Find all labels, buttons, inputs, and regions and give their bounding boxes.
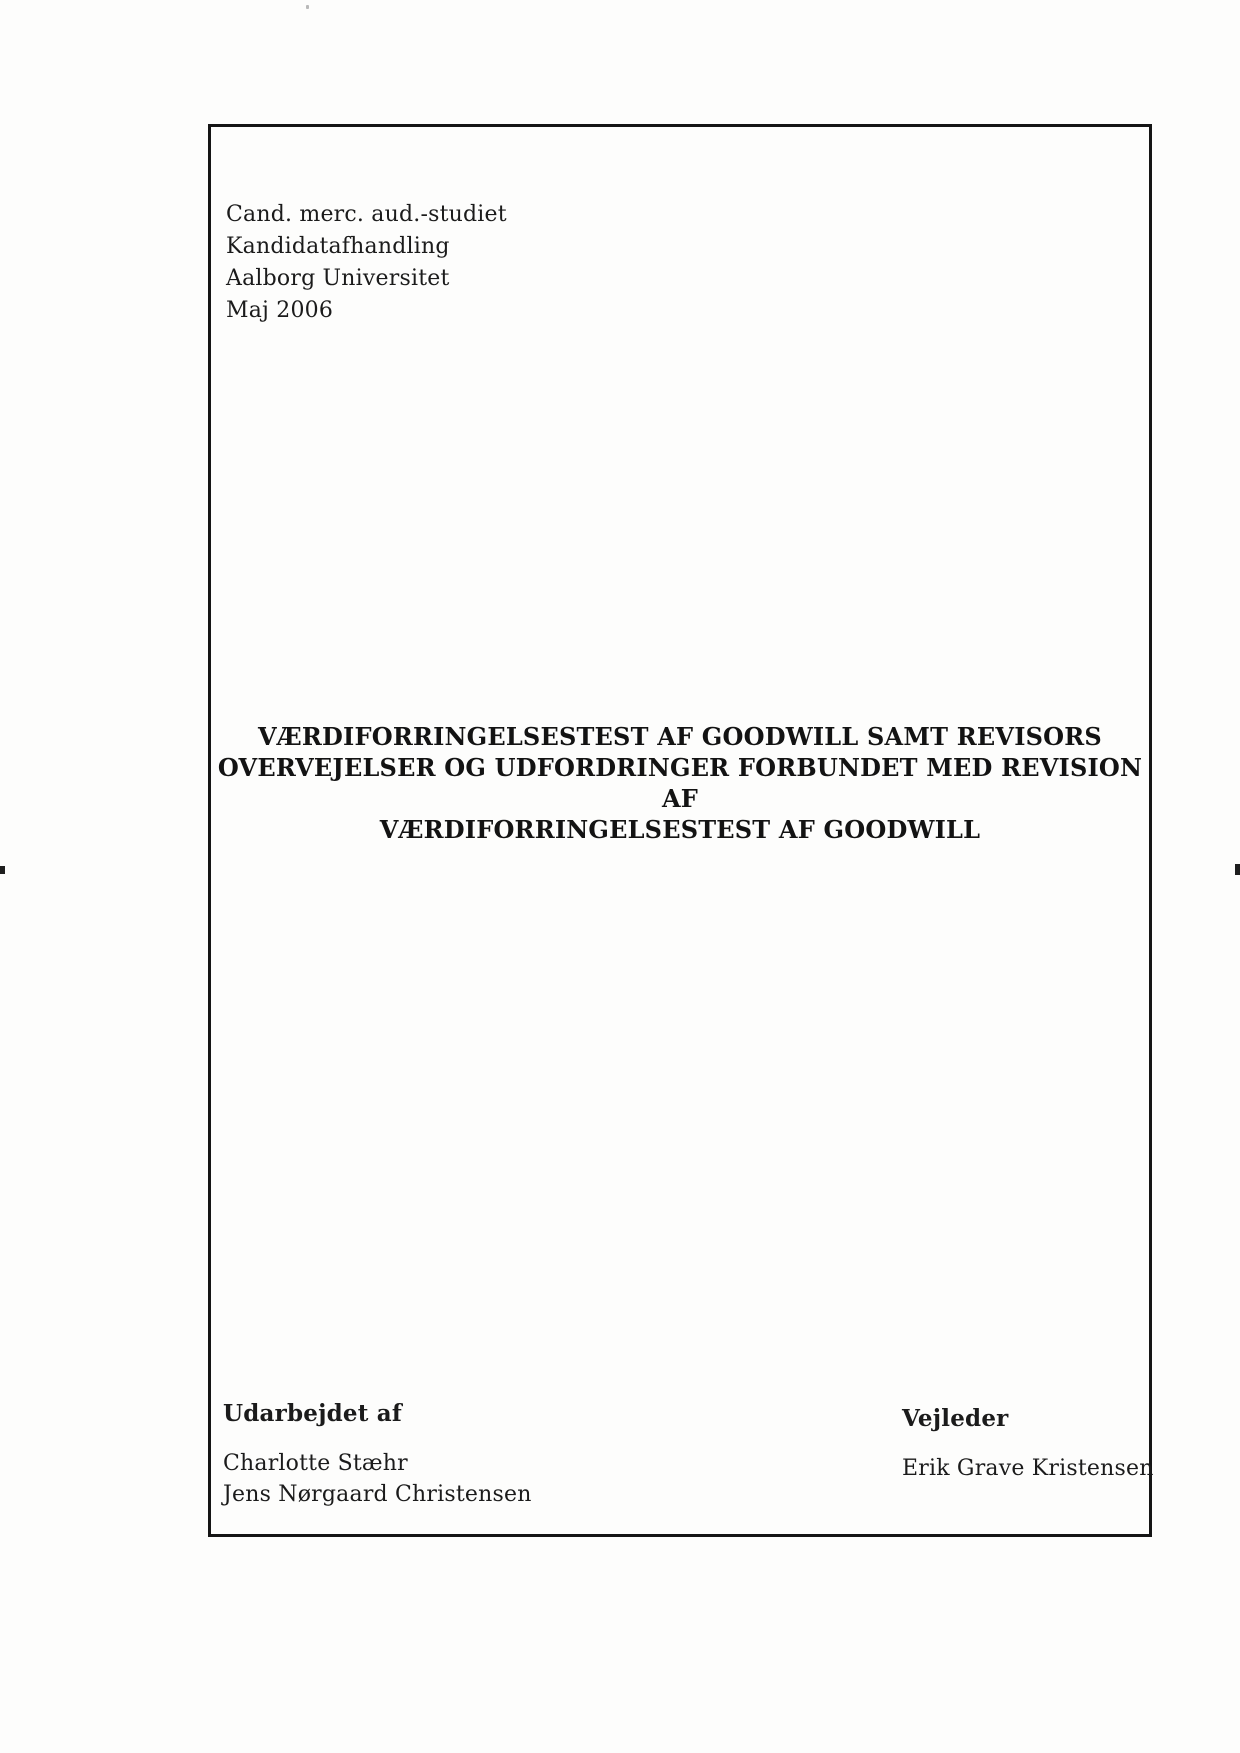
author-name-2: Jens Nørgaard Christensen [223,1482,532,1507]
advisor-block [902,1406,1154,1484]
author-name-1: Charlotte Stæhr [223,1451,408,1476]
scan-artifact-left-edge [0,866,5,874]
scan-artifact-top-speck [306,5,309,9]
date-line: Maj 2006 [226,298,334,323]
thesis-title-line-1: VÆRDIFORRINGELSESTEST AF GOODWILL SAMT REVISORS [258,722,1102,751]
scan-artifact-right-edge [1235,864,1240,875]
authors-label: Udarbejdet af [223,1400,402,1427]
authors-block [223,1401,532,1510]
thesis-title-line-2: OVERVEJELSER OG UDFORDRINGER FORBUNDET MED REVISION AF [217,753,1143,813]
thesis-title-line-3: VÆRDIFORRINGELSESTEST AF GOODWILL [379,815,981,844]
university-line: Aalborg Universitet [226,266,450,291]
advisor-name: Erik Grave Kristensen [902,1456,1154,1481]
study-program-line: Cand. merc. aud.-studiet [226,202,507,227]
advisor-label: Vejleder [902,1405,1009,1432]
thesis-title [211,721,1149,845]
thesis-type-line: Kandidatafhandling [226,234,450,259]
study-info-block [226,199,507,327]
